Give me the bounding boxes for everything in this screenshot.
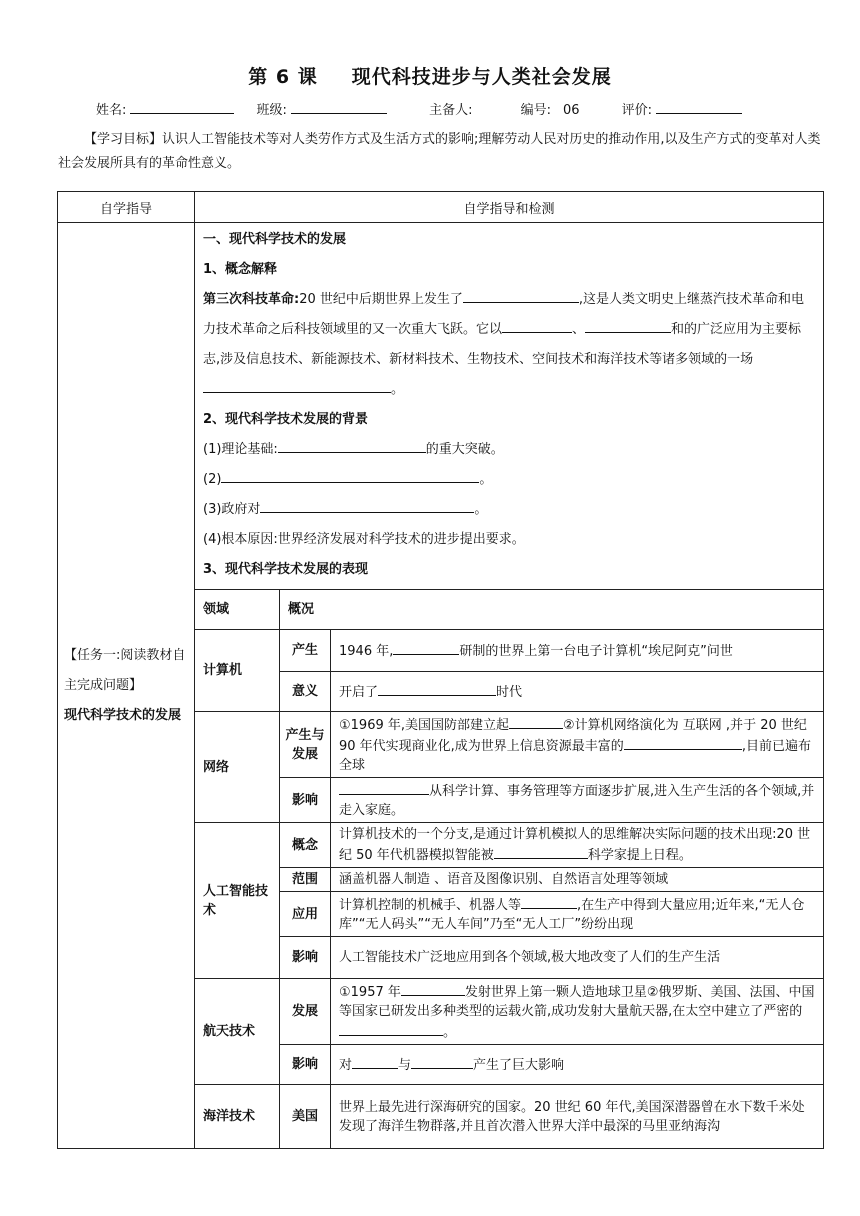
cell-text: 从科学计算、事务管理等方面逐步扩展,进入生产生活的各个领域,并走入家庭。	[339, 784, 815, 818]
lesson-title: 现代科技进步与人类社会发展	[351, 66, 612, 88]
student-info-line	[96, 99, 746, 118]
cell-text: 1946 年,	[339, 644, 394, 659]
ai-concept-text	[331, 823, 824, 868]
network-blank-2[interactable]	[624, 735, 742, 750]
cell-text: 开启了	[339, 685, 379, 700]
space-impact-text	[331, 1045, 824, 1085]
name-field[interactable]	[130, 99, 234, 114]
number-label: 编号:	[520, 103, 551, 118]
aspect-development: 发展	[280, 979, 331, 1045]
bg-text: (3)政府对	[203, 502, 261, 517]
cell-text: ①1969 年,美国国防部建立起	[339, 718, 510, 733]
bg-text: 的重大突破。	[425, 442, 504, 457]
cell-text: 计算机控制的机械手、机器人等	[339, 898, 522, 913]
background-item-4: (4)根本原因:世界经济发展对科学技术的进步提出要求。	[203, 532, 525, 547]
background-item-2	[203, 465, 815, 495]
concept-text: 、	[572, 322, 586, 337]
network-blank-3[interactable]	[339, 780, 429, 795]
computer-blank-1[interactable]	[393, 640, 459, 655]
study-table	[57, 191, 824, 1149]
name-label: 姓名:	[96, 103, 127, 118]
computer-birth-text	[331, 630, 824, 672]
cell-text: 产生了巨大影响	[473, 1058, 565, 1073]
concept-text: 。	[391, 382, 405, 397]
concept-term: 第三次科技革命:	[203, 292, 300, 307]
aspect-significance: 意义	[280, 672, 331, 712]
ai-blank-2[interactable]	[521, 894, 577, 909]
evaluation-label: 评价:	[621, 103, 653, 118]
learning-goals: 【学习目标】认识人工智能技术等对人类劳作方式及生活方式的影响;理解劳动人民对历史的推动作用,以及生产方式的变革对人类社会发展所具有的革命性意义。	[58, 132, 821, 171]
cell-text: ①1957 年	[339, 985, 401, 1000]
ai-application-text	[331, 892, 824, 937]
concept-blank-4[interactable]	[203, 378, 391, 393]
ai-blank-1[interactable]	[494, 844, 588, 859]
ai-range-text: 涵盖机器人制造 、语音及图像识别、自然语言处理等领域	[331, 868, 824, 892]
space-blank-2[interactable]	[339, 1021, 443, 1036]
space-development-text	[331, 979, 824, 1045]
concept-blank-2[interactable]	[502, 318, 572, 333]
background-item-3	[203, 495, 815, 525]
network-blank-1[interactable]	[509, 714, 563, 729]
background-item-1	[203, 435, 815, 465]
network-development-text	[331, 712, 824, 778]
task-title: 【任务一:阅读教材自主完成问题】	[64, 647, 186, 693]
concept-text: 和的广泛应用为主要标志,涉及信息技术、新能源技术、新材料技术、生物技术、空间技术和海洋技术等诸多领域的一场	[203, 322, 802, 367]
header-field: 领域	[195, 590, 280, 630]
column-header-guide: 自学指导	[58, 192, 195, 223]
cell-text: 时代	[496, 685, 523, 700]
network-impact-text	[331, 778, 824, 823]
cell-text: ,目前已遍布全球	[339, 739, 811, 773]
aspect-development: 产生与发展	[280, 712, 331, 778]
aspect-impact: 影响	[280, 937, 331, 979]
section-heading: 一、现代科学技术的发展	[203, 232, 347, 247]
class-label: 班级:	[256, 103, 287, 118]
bg-text: 。	[479, 472, 493, 487]
cell-text: 发射世界上第一颗人造地球卫星②俄罗斯、美国、法国、中国等国家已研发出多种类型的运载火箭,成功发射大量航天器,在太空中建立了严密的	[339, 985, 815, 1019]
bg-text: 。	[474, 502, 488, 517]
aspect-concept: 概念	[280, 823, 331, 868]
column-header-guide-check: 自学指导和检测	[195, 192, 824, 223]
content-cell	[195, 223, 824, 1149]
concept-text: ,这是人类文明史上继蒸汽技术革命和电力技术革命之后科技领域里的又一次重大飞跃。它以	[203, 292, 805, 337]
page-title	[0, 62, 860, 89]
background-blank-1[interactable]	[278, 438, 426, 453]
space-blank-1[interactable]	[401, 981, 465, 996]
task-topic: 现代科学技术的发展	[64, 707, 182, 723]
computer-significance-text	[331, 672, 824, 712]
lesson-number: 第 6 课	[248, 66, 318, 88]
aspect-birth: 产生	[280, 630, 331, 672]
bg-text: (2)	[203, 472, 222, 487]
evaluation-field[interactable]	[656, 99, 742, 114]
computer-blank-2[interactable]	[378, 681, 496, 696]
subsection-manifestation: 3、现代科学技术发展的表现	[203, 562, 369, 577]
background-blank-2[interactable]	[221, 468, 479, 483]
cell-text: 计算机技术的一个分支,是通过计算机模拟人的思维解决实际问题的技术出现:20 世纪 50 年代机器模拟智能被	[339, 827, 811, 863]
cell-text: 。	[443, 1025, 457, 1040]
bg-text: (1)理论基础:	[203, 442, 278, 457]
concept-blank-1[interactable]	[463, 288, 579, 303]
concept-text: 20 世纪中后期世界上发生了	[299, 292, 463, 307]
task-cell	[58, 223, 195, 1149]
background-blank-3[interactable]	[260, 498, 474, 513]
ai-impact-text: 人工智能技术广泛地应用到各个领域,极大地改变了人们的生产生活	[331, 937, 824, 979]
tech-fields-table	[194, 589, 824, 1149]
cell-text: 科学家提上日程。	[587, 848, 692, 863]
number-value: 06	[562, 103, 580, 118]
space-blank-4[interactable]	[411, 1054, 473, 1069]
field-ai: 人工智能技术	[195, 823, 280, 979]
field-ocean: 海洋技术	[195, 1085, 280, 1149]
field-network: 网络	[195, 712, 280, 823]
cell-text: 对	[339, 1058, 353, 1073]
ocean-usa-text: 世界上最先进行深海研究的国家。20 世纪 60 年代,美国深潜器曾在水下数千米处发现了海洋生物群落,并且首次潜入世界大洋中最深的马里亚纳海沟	[331, 1085, 824, 1149]
concept-paragraph	[203, 285, 815, 405]
cell-text: ②计算机网络演化为 互联网 ,并于 20 世纪 90 年代实现商业化,成为世界上信息资源最丰富的	[339, 718, 807, 754]
cell-text: 与	[398, 1058, 412, 1073]
space-blank-3[interactable]	[352, 1054, 398, 1069]
aspect-impact: 影响	[280, 1045, 331, 1085]
aspect-usa: 美国	[280, 1085, 331, 1149]
header-overview: 概况	[280, 590, 824, 630]
field-computer: 计算机	[195, 630, 280, 712]
field-space: 航天技术	[195, 979, 280, 1085]
aspect-range: 范围	[280, 868, 331, 892]
concept-blank-3[interactable]	[585, 318, 671, 333]
aspect-impact: 影响	[280, 778, 331, 823]
subsection-concept: 1、概念解释	[203, 262, 278, 277]
aspect-application: 应用	[280, 892, 331, 937]
class-field[interactable]	[291, 99, 387, 114]
preparer-label: 主备人:	[429, 103, 473, 118]
subsection-background: 2、现代科学技术发展的背景	[203, 412, 369, 427]
cell-text: ,在生产中得到大量应用;近年来,“无人仓库”“无人码头”“无人车间”乃至“无人工厂”纷纷出现	[339, 898, 805, 932]
cell-text: 研制的世界上第一台电子计算机“埃尼阿克”问世	[459, 644, 733, 659]
